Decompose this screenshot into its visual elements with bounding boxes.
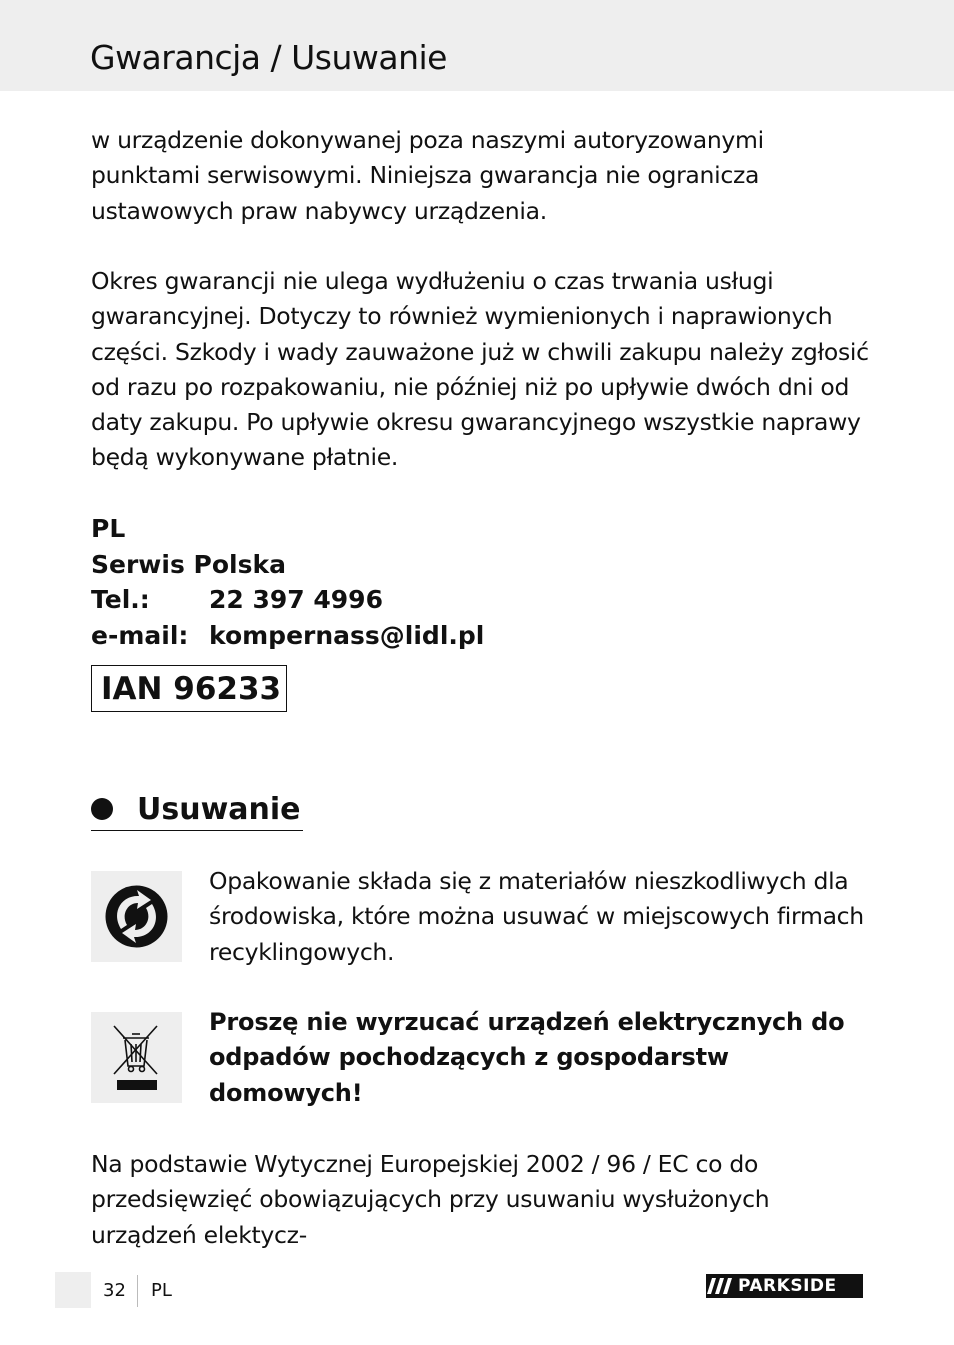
- tel-label: Tel.:: [91, 585, 150, 614]
- footer-tab: [55, 1272, 91, 1308]
- footer-language: PL: [151, 1280, 172, 1301]
- parkside-logo: [706, 1274, 863, 1298]
- ian-number-box: IAN 96233: [91, 665, 287, 712]
- service-contact: [91, 511, 484, 653]
- recycling-green-dot-icon: [91, 871, 182, 962]
- disposal-heading-text: Usuwanie: [137, 791, 301, 827]
- tel-value: 22 397 4996: [209, 585, 383, 614]
- page-number: 32: [103, 1280, 126, 1301]
- service-email-row: [91, 618, 484, 654]
- service-country: PL: [91, 514, 126, 543]
- service-tel-row: [91, 582, 484, 618]
- page-title: Gwarancja / Usuwanie: [90, 38, 447, 77]
- brand-stripes-icon: [706, 1274, 738, 1298]
- warranty-paragraph-1: w urządzenie dokonywanej poza naszymi autoryzowanymi punktami serwisowymi. Niniejsza gwarancja nie ogranicza ustawowych praw nabywcy urządzenia.: [91, 126, 764, 225]
- email-value: kompernass@lidl.pl: [209, 620, 485, 650]
- disposal-heading: [91, 788, 303, 831]
- brand-name: PARKSIDE: [738, 1276, 837, 1296]
- directive-text: Na podstawie Wytycznej Europejskiej 2002 / 96 / EC co do przedsięwzięć obowiązujących przy usuwaniu wysłużonych urządzeń elektycz-: [91, 1150, 770, 1249]
- service-name: Serwis Polska: [91, 549, 286, 579]
- footer-divider: [137, 1275, 138, 1307]
- warranty-paragraph-2: Okres gwarancji nie ulega wydłużeniu o czas trwania usługi gwarancyjnej. Dotyczy to również wymienionych i naprawionych części. Szkody i wady zauważone już w chwili zakupu należy zgłosić od razu po rozpakowaniu, nie później niż po upływie dwóch dni od daty zakupu. Po upływie okresu gwarancyjnego wszystkie naprawy będą wykonywane płatnie.: [91, 267, 869, 472]
- crossed-out-wheelie-bin-icon: [91, 1012, 182, 1103]
- email-label: e-mail:: [91, 620, 189, 650]
- bullet-icon: [91, 798, 113, 820]
- weee-warning: Proszę nie wyrzucać urządzeń elektrycznych do odpadów pochodzących z gospodarstw domowych!: [209, 1008, 845, 1107]
- packaging-text: Opakowanie składa się z materiałów nieszkodliwych dla środowiska, które można usuwać w miejscowych firmach recyklingowych.: [209, 867, 864, 966]
